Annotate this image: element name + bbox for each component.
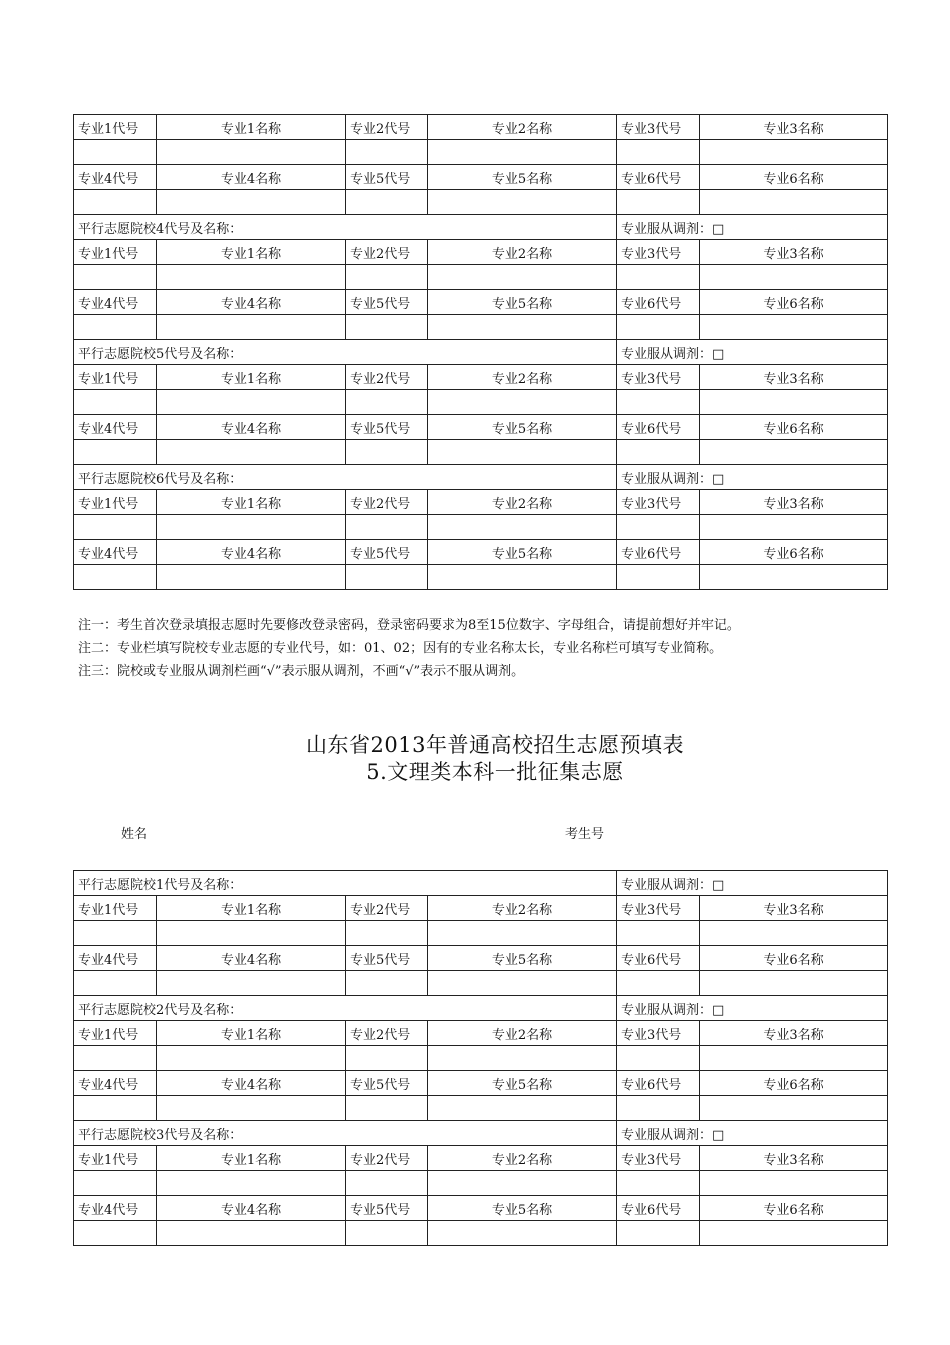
obey-adjustment-cell[interactable] bbox=[617, 465, 888, 490]
obey-adjustment-label: 专业服从调剂： bbox=[621, 346, 713, 362]
major-column-header: 专业2代号 bbox=[346, 490, 428, 515]
school-row bbox=[74, 465, 888, 490]
checkbox-icon[interactable]: □ bbox=[712, 346, 725, 362]
major-name-input-cell[interactable] bbox=[700, 921, 888, 946]
major-header-row bbox=[74, 540, 888, 565]
major-column-header: 专业5代号 bbox=[346, 165, 428, 190]
major-name-input-cell[interactable] bbox=[157, 315, 346, 340]
major-column-header: 专业6代号 bbox=[617, 415, 700, 440]
major-name-input-cell[interactable] bbox=[428, 315, 617, 340]
major-column-header: 专业2名称 bbox=[428, 365, 617, 390]
major-column-header: 专业2代号 bbox=[346, 240, 428, 265]
major-column-header: 专业2名称 bbox=[428, 240, 617, 265]
checkbox-icon[interactable]: □ bbox=[712, 221, 725, 237]
major-code-input-cell[interactable] bbox=[617, 440, 700, 465]
major-column-header: 专业5名称 bbox=[428, 540, 617, 565]
obey-adjustment-cell[interactable] bbox=[617, 1121, 888, 1146]
major-column-header: 专业6名称 bbox=[700, 290, 888, 315]
major-column-header: 专业1名称 bbox=[157, 896, 346, 921]
major-name-input-cell[interactable] bbox=[428, 515, 617, 540]
school-code-name-label: 平行志愿院校3代号及名称： bbox=[74, 1121, 617, 1146]
major-name-input-cell[interactable] bbox=[700, 390, 888, 415]
major-code-input-cell[interactable] bbox=[346, 1046, 428, 1071]
major-code-input-cell[interactable] bbox=[346, 1096, 428, 1121]
major-column-header: 专业5代号 bbox=[346, 540, 428, 565]
major-entry-row bbox=[74, 390, 888, 415]
major-entry-row bbox=[74, 971, 888, 996]
major-code-input-cell[interactable] bbox=[346, 971, 428, 996]
school-code-name-label: 平行志愿院校4代号及名称： bbox=[74, 215, 617, 240]
major-entry-row bbox=[74, 921, 888, 946]
major-code-input-cell[interactable] bbox=[617, 190, 700, 215]
major-code-input-cell[interactable] bbox=[346, 315, 428, 340]
major-header-row bbox=[74, 1146, 888, 1171]
major-name-input-cell[interactable] bbox=[700, 440, 888, 465]
major-column-header: 专业6名称 bbox=[700, 415, 888, 440]
major-name-input-cell[interactable] bbox=[700, 1171, 888, 1196]
major-column-header: 专业6名称 bbox=[700, 540, 888, 565]
major-entry-row bbox=[74, 1221, 888, 1246]
major-code-input-cell[interactable] bbox=[74, 265, 157, 290]
major-column-header: 专业5名称 bbox=[428, 165, 617, 190]
major-name-input-cell[interactable] bbox=[428, 1096, 617, 1121]
major-entry-row bbox=[74, 515, 888, 540]
obey-adjustment-label: 专业服从调剂： bbox=[621, 877, 713, 893]
note-3: 注三：院校或专业服从调剂栏画“√”表示服从调剂，不画“√”表示不服从调剂。 bbox=[78, 664, 525, 679]
major-column-header: 专业2名称 bbox=[428, 1021, 617, 1046]
obey-adjustment-cell[interactable] bbox=[617, 996, 888, 1021]
major-entry-row bbox=[74, 265, 888, 290]
major-code-input-cell[interactable] bbox=[617, 1171, 700, 1196]
major-column-header: 专业1名称 bbox=[157, 1021, 346, 1046]
note-2: 注二：专业栏填写院校专业志愿的专业代号，如：01、02；因有的专业名称太长，专业名称栏可填写专业简称。 bbox=[78, 641, 723, 656]
major-column-header: 专业5代号 bbox=[346, 1196, 428, 1221]
major-name-input-cell[interactable] bbox=[157, 140, 346, 165]
major-code-input-cell[interactable] bbox=[74, 440, 157, 465]
major-column-header: 专业5代号 bbox=[346, 415, 428, 440]
major-column-header: 专业1代号 bbox=[74, 115, 157, 140]
major-column-header: 专业1代号 bbox=[74, 1146, 157, 1171]
notes-section bbox=[78, 614, 740, 683]
major-column-header: 专业6代号 bbox=[617, 946, 700, 971]
major-code-input-cell[interactable] bbox=[617, 1096, 700, 1121]
major-column-header: 专业5代号 bbox=[346, 946, 428, 971]
major-header-row bbox=[74, 1021, 888, 1046]
major-code-input-cell[interactable] bbox=[346, 1171, 428, 1196]
major-code-input-cell[interactable] bbox=[74, 1096, 157, 1121]
major-code-input-cell[interactable] bbox=[74, 1171, 157, 1196]
major-column-header: 专业3名称 bbox=[700, 1146, 888, 1171]
note-1: 注一：考生首次登录填报志愿时先要修改登录密码，登录密码要求为8至15位数字、字母组合，请提前想好并牢记。 bbox=[78, 618, 740, 633]
form-title: 山东省2013年普通高校招生志愿预填表 bbox=[306, 733, 684, 757]
obey-adjustment-cell[interactable] bbox=[617, 871, 888, 896]
major-column-header: 专业5名称 bbox=[428, 1071, 617, 1096]
major-column-header: 专业2名称 bbox=[428, 115, 617, 140]
major-column-header: 专业6代号 bbox=[617, 290, 700, 315]
major-name-input-cell[interactable] bbox=[428, 265, 617, 290]
major-column-header: 专业4代号 bbox=[74, 1196, 157, 1221]
major-header-row bbox=[74, 240, 888, 265]
major-column-header: 专业5代号 bbox=[346, 1071, 428, 1096]
name-label: 姓名 bbox=[121, 827, 148, 842]
volunteer-table-continued bbox=[73, 114, 888, 590]
major-column-header: 专业1名称 bbox=[157, 1146, 346, 1171]
major-code-input-cell[interactable] bbox=[617, 1046, 700, 1071]
major-name-input-cell[interactable] bbox=[700, 315, 888, 340]
major-name-input-cell[interactable] bbox=[428, 971, 617, 996]
major-column-header: 专业3名称 bbox=[700, 896, 888, 921]
major-header-row bbox=[74, 896, 888, 921]
major-entry-row bbox=[74, 315, 888, 340]
major-code-input-cell[interactable] bbox=[617, 315, 700, 340]
major-code-input-cell[interactable] bbox=[346, 440, 428, 465]
major-column-header: 专业3代号 bbox=[617, 1021, 700, 1046]
major-name-input-cell[interactable] bbox=[428, 1171, 617, 1196]
volunteer-table bbox=[73, 870, 888, 1246]
major-column-header: 专业3代号 bbox=[617, 240, 700, 265]
major-name-input-cell[interactable] bbox=[700, 971, 888, 996]
major-column-header: 专业4名称 bbox=[157, 415, 346, 440]
major-column-header: 专业4代号 bbox=[74, 946, 157, 971]
major-name-input-cell[interactable] bbox=[157, 440, 346, 465]
major-column-header: 专业4代号 bbox=[74, 415, 157, 440]
major-column-header: 专业4名称 bbox=[157, 290, 346, 315]
school-row bbox=[74, 1121, 888, 1146]
major-code-input-cell[interactable] bbox=[74, 190, 157, 215]
major-column-header: 专业4名称 bbox=[157, 946, 346, 971]
major-name-input-cell[interactable] bbox=[700, 265, 888, 290]
obey-adjustment-label: 专业服从调剂： bbox=[621, 1127, 713, 1143]
major-code-input-cell[interactable] bbox=[74, 565, 157, 590]
major-column-header: 专业1名称 bbox=[157, 240, 346, 265]
school-row bbox=[74, 996, 888, 1021]
checkbox-icon[interactable]: □ bbox=[712, 471, 725, 487]
major-code-input-cell[interactable] bbox=[617, 971, 700, 996]
major-entry-row bbox=[74, 190, 888, 215]
major-column-header: 专业4代号 bbox=[74, 290, 157, 315]
obey-adjustment-cell[interactable] bbox=[617, 340, 888, 365]
major-code-input-cell[interactable] bbox=[74, 390, 157, 415]
exam-id-label: 考生号 bbox=[565, 827, 605, 842]
major-header-row bbox=[74, 165, 888, 190]
major-column-header: 专业3代号 bbox=[617, 365, 700, 390]
major-column-header: 专业6名称 bbox=[700, 165, 888, 190]
obey-adjustment-label: 专业服从调剂： bbox=[621, 221, 713, 237]
major-column-header: 专业2名称 bbox=[428, 1146, 617, 1171]
major-code-input-cell[interactable] bbox=[617, 565, 700, 590]
major-header-row bbox=[74, 290, 888, 315]
major-header-row bbox=[74, 365, 888, 390]
form-subtitle: 5.文理类本科一批征集志愿 bbox=[366, 760, 624, 784]
major-column-header: 专业1代号 bbox=[74, 490, 157, 515]
checkbox-icon[interactable]: □ bbox=[712, 1002, 725, 1018]
major-name-input-cell[interactable] bbox=[157, 1221, 346, 1246]
major-code-input-cell[interactable] bbox=[617, 921, 700, 946]
obey-adjustment-label: 专业服从调剂： bbox=[621, 1002, 713, 1018]
major-entry-row bbox=[74, 565, 888, 590]
major-column-header: 专业6代号 bbox=[617, 1071, 700, 1096]
major-column-header: 专业1名称 bbox=[157, 490, 346, 515]
major-name-input-cell[interactable] bbox=[157, 1171, 346, 1196]
major-column-header: 专业1代号 bbox=[74, 240, 157, 265]
major-name-input-cell[interactable] bbox=[157, 1096, 346, 1121]
major-column-header: 专业5名称 bbox=[428, 290, 617, 315]
major-column-header: 专业3代号 bbox=[617, 115, 700, 140]
major-header-row bbox=[74, 490, 888, 515]
major-code-input-cell[interactable] bbox=[74, 1221, 157, 1246]
major-code-input-cell[interactable] bbox=[617, 1221, 700, 1246]
major-code-input-cell[interactable] bbox=[346, 390, 428, 415]
major-column-header: 专业2代号 bbox=[346, 896, 428, 921]
major-name-input-cell[interactable] bbox=[428, 390, 617, 415]
major-column-header: 专业5代号 bbox=[346, 290, 428, 315]
major-column-header: 专业6名称 bbox=[700, 1071, 888, 1096]
major-header-row bbox=[74, 115, 888, 140]
major-name-input-cell[interactable] bbox=[428, 440, 617, 465]
major-column-header: 专业1代号 bbox=[74, 365, 157, 390]
major-name-input-cell[interactable] bbox=[428, 1046, 617, 1071]
school-code-name-label: 平行志愿院校6代号及名称： bbox=[74, 465, 617, 490]
major-entry-row bbox=[74, 1096, 888, 1121]
major-column-header: 专业2代号 bbox=[346, 115, 428, 140]
obey-adjustment-cell[interactable] bbox=[617, 215, 888, 240]
major-code-input-cell[interactable] bbox=[74, 315, 157, 340]
major-code-input-cell[interactable] bbox=[617, 390, 700, 415]
major-column-header: 专业1代号 bbox=[74, 1021, 157, 1046]
major-column-header: 专业3代号 bbox=[617, 1146, 700, 1171]
major-column-header: 专业6名称 bbox=[700, 1196, 888, 1221]
major-name-input-cell[interactable] bbox=[157, 971, 346, 996]
major-column-header: 专业4代号 bbox=[74, 165, 157, 190]
major-name-input-cell[interactable] bbox=[157, 515, 346, 540]
major-column-header: 专业3名称 bbox=[700, 1021, 888, 1046]
school-row bbox=[74, 215, 888, 240]
major-header-row bbox=[74, 946, 888, 971]
major-column-header: 专业2名称 bbox=[428, 490, 617, 515]
major-code-input-cell[interactable] bbox=[346, 921, 428, 946]
major-code-input-cell[interactable] bbox=[346, 1221, 428, 1246]
major-name-input-cell[interactable] bbox=[428, 921, 617, 946]
major-column-header: 专业4代号 bbox=[74, 1071, 157, 1096]
major-column-header: 专业5名称 bbox=[428, 946, 617, 971]
major-header-row bbox=[74, 415, 888, 440]
major-column-header: 专业3名称 bbox=[700, 115, 888, 140]
major-name-input-cell[interactable] bbox=[700, 1221, 888, 1246]
checkbox-icon[interactable]: □ bbox=[712, 1127, 725, 1143]
major-column-header: 专业6名称 bbox=[700, 946, 888, 971]
major-name-input-cell[interactable] bbox=[428, 140, 617, 165]
major-name-input-cell[interactable] bbox=[428, 190, 617, 215]
major-name-input-cell[interactable] bbox=[700, 565, 888, 590]
major-column-header: 专业4名称 bbox=[157, 1196, 346, 1221]
major-entry-row bbox=[74, 1046, 888, 1071]
major-code-input-cell[interactable] bbox=[74, 921, 157, 946]
major-column-header: 专业3名称 bbox=[700, 365, 888, 390]
school-code-name-label: 平行志愿院校5代号及名称： bbox=[74, 340, 617, 365]
checkbox-icon[interactable]: □ bbox=[712, 877, 725, 893]
major-name-input-cell[interactable] bbox=[157, 190, 346, 215]
major-code-input-cell[interactable] bbox=[74, 971, 157, 996]
major-column-header: 专业3名称 bbox=[700, 240, 888, 265]
major-column-header: 专业1代号 bbox=[74, 896, 157, 921]
major-column-header: 专业6代号 bbox=[617, 165, 700, 190]
major-column-header: 专业2代号 bbox=[346, 365, 428, 390]
major-column-header: 专业4名称 bbox=[157, 540, 346, 565]
major-name-input-cell[interactable] bbox=[700, 515, 888, 540]
major-column-header: 专业2代号 bbox=[346, 1146, 428, 1171]
major-entry-row bbox=[74, 140, 888, 165]
major-code-input-cell[interactable] bbox=[617, 265, 700, 290]
major-entry-row bbox=[74, 1171, 888, 1196]
major-code-input-cell[interactable] bbox=[346, 565, 428, 590]
major-column-header: 专业3名称 bbox=[700, 490, 888, 515]
major-name-input-cell[interactable] bbox=[428, 1221, 617, 1246]
major-name-input-cell[interactable] bbox=[700, 1046, 888, 1071]
major-code-input-cell[interactable] bbox=[346, 140, 428, 165]
school-row bbox=[74, 340, 888, 365]
major-column-header: 专业3代号 bbox=[617, 896, 700, 921]
major-column-header: 专业2名称 bbox=[428, 896, 617, 921]
major-code-input-cell[interactable] bbox=[74, 1046, 157, 1071]
obey-adjustment-label: 专业服从调剂： bbox=[621, 471, 713, 487]
major-code-input-cell[interactable] bbox=[617, 515, 700, 540]
major-code-input-cell[interactable] bbox=[346, 190, 428, 215]
major-name-input-cell[interactable] bbox=[157, 921, 346, 946]
major-column-header: 专业4代号 bbox=[74, 540, 157, 565]
major-name-input-cell[interactable] bbox=[700, 190, 888, 215]
major-entry-row bbox=[74, 440, 888, 465]
major-header-row bbox=[74, 1071, 888, 1096]
major-code-input-cell[interactable] bbox=[346, 515, 428, 540]
major-name-input-cell[interactable] bbox=[157, 390, 346, 415]
major-name-input-cell[interactable] bbox=[157, 1046, 346, 1071]
major-column-header: 专业6代号 bbox=[617, 1196, 700, 1221]
major-column-header: 专业4名称 bbox=[157, 1071, 346, 1096]
major-name-input-cell[interactable] bbox=[428, 565, 617, 590]
major-name-input-cell[interactable] bbox=[700, 140, 888, 165]
major-column-header: 专业4名称 bbox=[157, 165, 346, 190]
major-column-header: 专业2代号 bbox=[346, 1021, 428, 1046]
major-column-header: 专业5名称 bbox=[428, 415, 617, 440]
major-name-input-cell[interactable] bbox=[157, 265, 346, 290]
major-column-header: 专业3代号 bbox=[617, 490, 700, 515]
major-code-input-cell[interactable] bbox=[74, 140, 157, 165]
major-column-header: 专业1名称 bbox=[157, 365, 346, 390]
major-code-input-cell[interactable] bbox=[74, 515, 157, 540]
major-name-input-cell[interactable] bbox=[700, 1096, 888, 1121]
school-code-name-label: 平行志愿院校2代号及名称： bbox=[74, 996, 617, 1021]
school-row bbox=[74, 871, 888, 896]
major-code-input-cell[interactable] bbox=[346, 265, 428, 290]
major-column-header: 专业1名称 bbox=[157, 115, 346, 140]
major-header-row bbox=[74, 1196, 888, 1221]
major-column-header: 专业5名称 bbox=[428, 1196, 617, 1221]
school-code-name-label: 平行志愿院校1代号及名称： bbox=[74, 871, 617, 896]
major-column-header: 专业6代号 bbox=[617, 540, 700, 565]
major-name-input-cell[interactable] bbox=[157, 565, 346, 590]
major-code-input-cell[interactable] bbox=[617, 140, 700, 165]
